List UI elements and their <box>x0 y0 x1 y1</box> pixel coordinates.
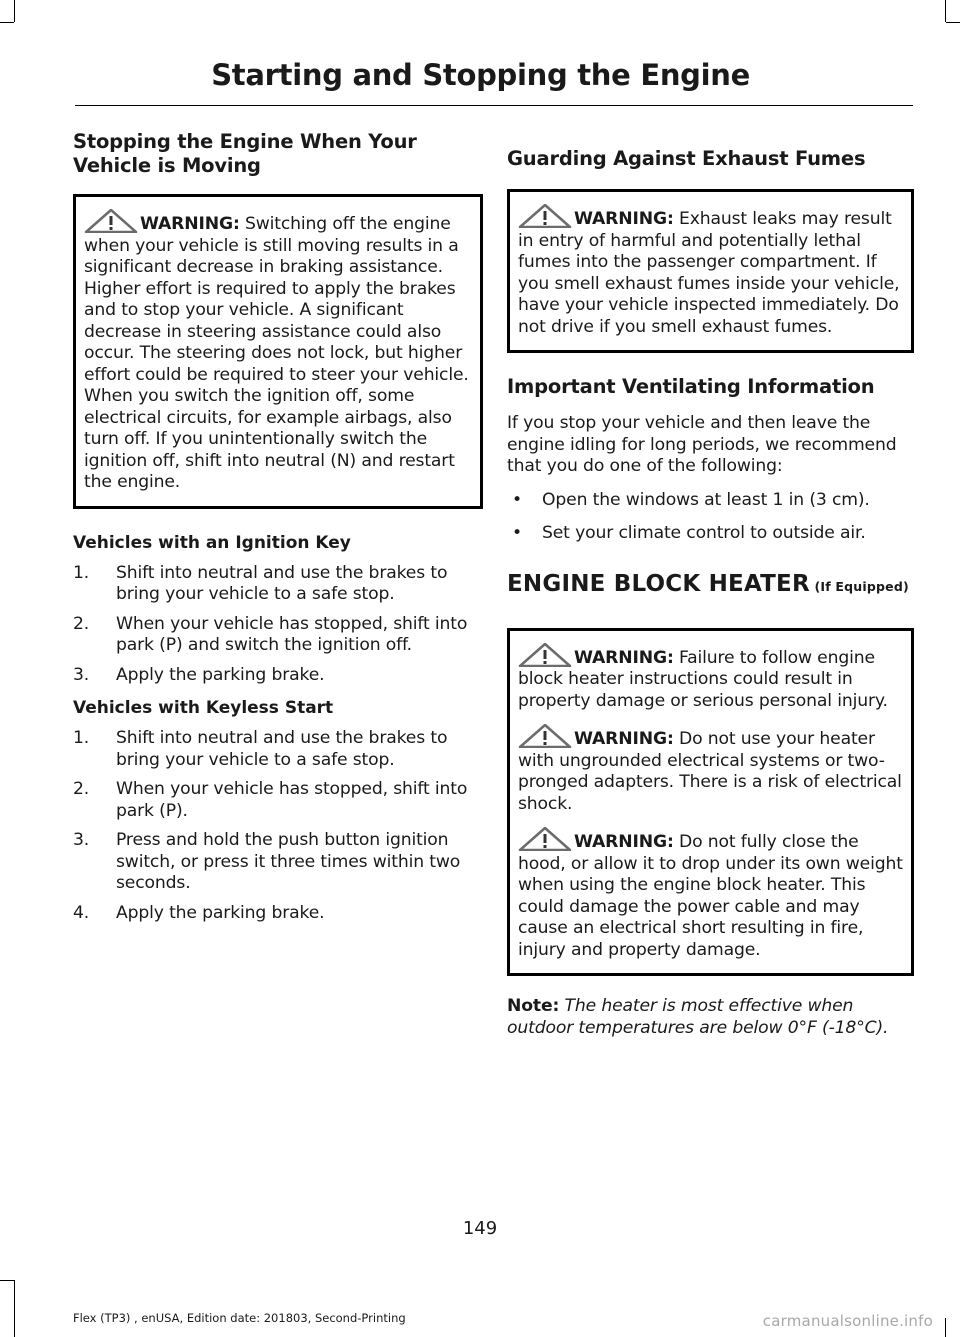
crop-mark <box>14 1280 15 1337</box>
ignition-key-steps <box>73 563 483 687</box>
warning-triangle-icon <box>518 827 572 851</box>
warning-triangle-icon <box>84 209 138 233</box>
warning-text: Switching off the engine when your vehicle is still moving results in a significant decrease in braking assistance. Higher effort is required to apply the brakes and to stop your vehicle. A significant decrease in steering assistance could also occur. The steering does not lock, but higher effort could be required to steer your vehicle. When you switch the ignition off, some electrical circuits, for example airbags, also turn off. If you unintentionally switch the ignition off, shift into neutral (N) and restart the engine. <box>84 214 469 492</box>
crop-mark <box>946 22 960 23</box>
header-rule <box>75 105 913 106</box>
note-text: The heater is most effective when outdoor temperatures are below 0°F (-18°C). <box>507 996 889 1038</box>
warning <box>518 643 905 713</box>
warning-box-heater <box>507 628 914 977</box>
ventilating-paragraph: If you stop your vehicle and then leave the engine idling for long periods, we recommend that you do one of the following: <box>507 413 897 476</box>
subheading-keyless-start: Vehicles with Keyless Start <box>73 698 334 718</box>
crop-mark <box>945 0 946 22</box>
note-label: Note: <box>507 996 560 1016</box>
left-column <box>73 130 483 924</box>
warning-text: Exhaust leaks may result in entry of harmful and potentially lethal fumes into the passenger compartment. If you smell exhaust fumes inside your vehicle, have your vehicle inspected immediately. Do not drive if you smell exhaust fumes. <box>518 209 900 337</box>
crop-mark <box>0 22 14 23</box>
list-item: 1. Shift into neutral and use the brakes to bring your vehicle to a safe stop. <box>73 728 448 770</box>
list-item: 3. Apply the parking brake. <box>73 664 325 685</box>
crop-mark <box>14 0 15 22</box>
warning-label: WARNING: <box>574 647 674 668</box>
warning-label: WARNING: <box>574 832 674 852</box>
warning-triangle-icon <box>518 643 572 667</box>
warning-label: WARNING: <box>574 209 674 229</box>
list-item: 1. Shift into neutral and use the brakes to bring your vehicle to a safe stop. <box>73 562 448 604</box>
footer-edition-info: Flex (TP3) , enUSA, Edition date: 201803, Second-Printing <box>73 1311 406 1325</box>
list-item: • Set your climate control to outside air. <box>512 523 866 543</box>
section-title-block-heater: ENGINE BLOCK HEATER (If Equipped) <box>507 570 909 597</box>
page-header-title: Starting and Stopping the Engine <box>211 58 750 92</box>
keyless-start-steps <box>73 728 483 924</box>
warning-label: WARNING: <box>140 214 240 234</box>
crop-mark <box>0 1280 14 1281</box>
warning <box>518 827 905 961</box>
section-heading-stopping-moving: Stopping the Engine When Your Vehicle is Moving <box>73 130 417 177</box>
right-column <box>507 130 914 1039</box>
list-item: • Open the windows at least 1 in (3 cm). <box>512 489 870 510</box>
warning-text: Do not use your heater with ungrounded electrical systems or two-pronged adapters. There is a risk of electrical shock. <box>518 729 902 814</box>
warning-box-stopping <box>73 194 483 509</box>
list-item: 2. When your vehicle has stopped, shift into park (P). <box>73 779 468 821</box>
ventilating-bullets <box>507 490 914 545</box>
warning-triangle-icon <box>518 724 572 748</box>
list-item: 3. Press and hold the push button ignition switch, or press it three times within two seconds. <box>73 830 461 893</box>
warning-text: Do not fully close the hood, or allow it to drop under its own weight when using the engine block heater. This could damage the power cable and may cause an electrical short resulting in fire, injury and property damage. <box>518 832 903 960</box>
crop-mark <box>945 1318 946 1337</box>
warning <box>84 209 474 494</box>
warning-box-exhaust <box>507 189 914 353</box>
watermark: carmanualsonline.info <box>762 1312 933 1330</box>
subheading-ignition-key: Vehicles with an Ignition Key <box>73 532 351 553</box>
note <box>507 996 914 1039</box>
section-heading-exhaust-fumes: Guarding Against Exhaust Fumes <box>507 147 866 170</box>
section-heading-ventilating: Important Ventilating Information <box>507 375 875 398</box>
warning <box>518 204 905 338</box>
warning-triangle-icon <box>518 204 572 228</box>
warning-text: Failure to follow engine block heater instructions could result in property damage or serious personal injury. <box>518 647 888 711</box>
list-item: 2. When your vehicle has stopped, shift into park (P) and switch the ignition off. <box>73 613 468 655</box>
list-item: 4. Apply the parking brake. <box>73 902 325 923</box>
page-number: 149 <box>462 1218 498 1239</box>
warning <box>518 724 905 815</box>
warning-label: WARNING: <box>574 729 674 749</box>
